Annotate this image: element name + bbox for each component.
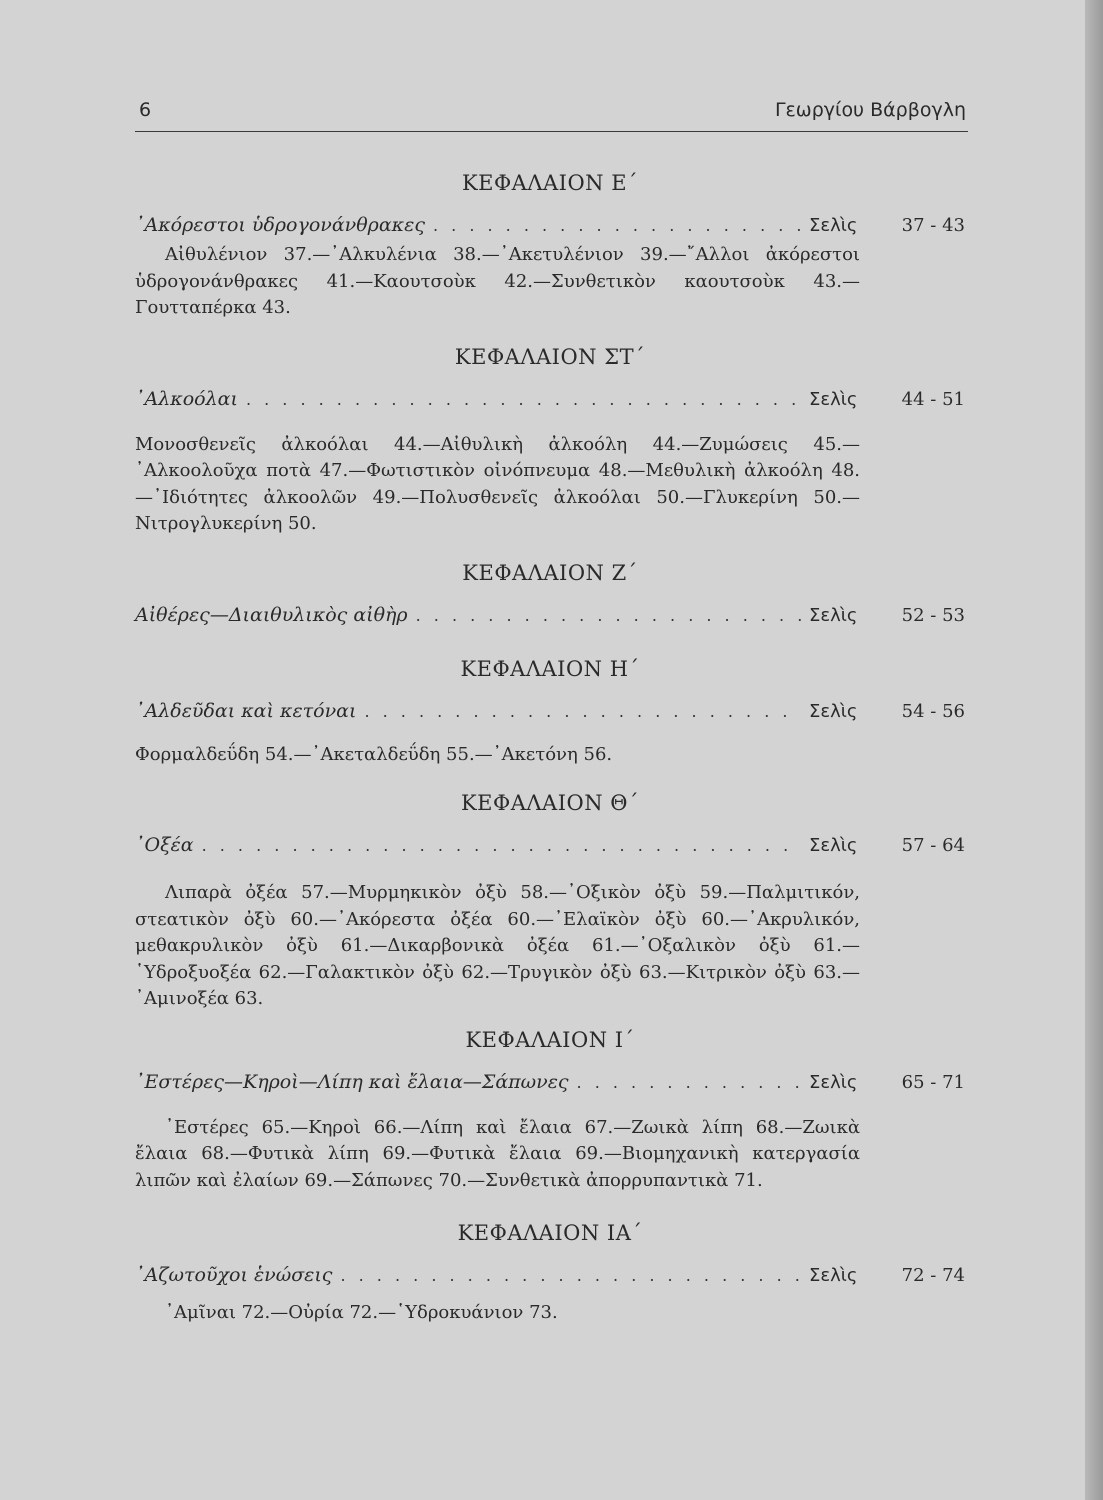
chapter-ia xyxy=(135,1220,965,1327)
toc-topic: ᾿Εστέρες—Κηροὶ—Λίπη καὶ ἔλαια—Σάπωνες xyxy=(135,1070,569,1093)
toc-entry xyxy=(135,1071,965,1099)
dot-leader xyxy=(433,216,801,235)
chapter-description: ᾿Εστέρες 65.—Κηροὶ 66.—Λίπη καὶ ἔλαια 67.—Ζωικὰ λίπη 68.—Ζωικὰ ἔλαια 68.—Φυτικὰ λίπη 69.—Φυτικὰ ἔλαια 69.—Βιομηχανικὴ κατεργασία λιπῶν καὶ ἐλαίων 69.—Σάπωνες 70.—Συνθετικὰ ἀπορρυπαντικὰ 71. xyxy=(135,1116,860,1191)
dot-leader xyxy=(364,702,801,721)
toc-entry xyxy=(135,834,965,862)
page-word: Σελὶς xyxy=(809,215,858,236)
chapter-title: ΚΕΦΑΛΑΙΟΝ ΙΑ΄ xyxy=(457,1221,643,1245)
dot-leader xyxy=(577,1073,801,1092)
chapter-description: Αἰθυλένιον 37.—᾿Αλκυλένια 38.—᾿Ακετυλένιον 39.—῎Αλλοι ἀκόρεστοι ὑδρογονάνθρακες 41.—Καουτσοὺκ 42.—Συνθετικὸν καουτσοὺκ 43.—Γουτταπέρκα 43. xyxy=(135,244,860,318)
page-range: 37 - 43 xyxy=(901,215,965,236)
toc-topic: ᾿Οξέα xyxy=(135,834,194,856)
running-head: Γεωργίου Βάρβογλη xyxy=(774,99,966,121)
page-word: Σελὶς xyxy=(809,835,858,856)
toc-topic: ᾿Αλδεῦδαι καὶ κετόναι xyxy=(135,699,357,722)
toc-entry xyxy=(135,388,965,416)
dot-leader xyxy=(246,390,801,409)
chapter-title: ΚΕΦΑΛΑΙΟΝ Ζ΄ xyxy=(462,560,638,585)
page-word: Σελὶς xyxy=(809,700,858,722)
chapter-st xyxy=(135,344,965,538)
page-range: 72 - 74 xyxy=(901,1265,965,1286)
dot-leader xyxy=(202,836,801,855)
chapter-title: ΚΕΦΑΛΑΙΟΝ ΣΤ΄ xyxy=(454,344,646,369)
chapter-i xyxy=(135,1027,965,1195)
page-header xyxy=(135,95,968,132)
chapter-z xyxy=(135,560,965,632)
chapter-description: Μονοσθενεῖς ἀλκοόλαι 44.—Αἰθυλικὴ ἀλκοόλη 44.—Ζυμώσεις 45.—᾿Αλκοολοῦχα ποτὰ 47.—Φωτιστικὸν οἰνόπνευμα 48.—Μεθυλικὴ ἀλκοόλη 48.—᾿Ιδιότητες ἀλκοολῶν 49.—Πολυσθενεῖς ἀλκοόλαι 50.—Γλυκερίνη 50.—Νιτρογλυκερίνη 50. xyxy=(135,433,860,534)
chapter-description: Λιπαρὰ ὀξέα 57.—Μυρμηκικὸν ὀξὺ 58.—᾿Οξικὸν ὀξὺ 59.—Παλμιτικόν, στεατικὸν ὀξὺ 60.—᾿Ακόρεστα ὀξέα 60.—᾿Ελαϊκὸν ὀξὺ 60.—᾿Ακρυλικόν, μεθακρυλικὸν ὀξὺ 61.—Δικαρβονικὰ ὀξέα 61.—᾿Οξαλικὸν ὀξὺ 61.—῾Υδροξυοξέα 62.—Γαλακτικὸν ὀξὺ 62.—Τρυγικὸν ὀξὺ 63.—Κιτρικὸν ὀξὺ 63.—᾿Αμινοξέα 63. xyxy=(135,882,860,1009)
chapter-h xyxy=(135,656,965,769)
toc-entry xyxy=(135,214,965,242)
page-word: Σελὶς xyxy=(809,388,858,410)
toc-entry xyxy=(135,700,965,728)
toc-topic: ᾿Ακόρεστοι ὑδρογονάνθρακες xyxy=(135,214,425,236)
page-range: 52 - 53 xyxy=(901,604,965,626)
toc-entry xyxy=(135,1264,965,1292)
page-range: 54 - 56 xyxy=(901,700,965,722)
page-range: 57 - 64 xyxy=(901,835,965,856)
page-word: Σελὶς xyxy=(809,1265,858,1286)
chapter-title: ΚΕΦΑΛΑΙΟΝ Η΄ xyxy=(460,656,640,681)
page-range: 44 - 51 xyxy=(901,388,965,410)
table-of-contents xyxy=(135,170,965,1327)
page-number: 6 xyxy=(139,99,152,121)
dot-leader xyxy=(416,606,801,625)
chapter-description: ᾿Αμῖναι 72.—Οὐρία 72.—῾Υδροκυάνιον 73. xyxy=(165,1302,558,1323)
toc-entry xyxy=(135,604,965,632)
chapter-description: Φορμαλδεΰδη 54.—᾿Ακεταλδεΰδη 55.—᾿Ακετόνη 56. xyxy=(135,743,613,765)
chapter-title: ΚΕΦΑΛΑΙΟΝ Ι΄ xyxy=(465,1027,635,1052)
chapter-th xyxy=(135,790,965,1013)
page-word: Σελὶς xyxy=(809,1071,858,1093)
toc-topic: Αἰθέρες—Διαιθυλικὸς αἰθὴρ xyxy=(135,603,408,626)
toc-topic: ᾿Αλκοόλαι xyxy=(135,387,238,410)
chapter-title: ΚΕΦΑΛΑΙΟΝ Θ΄ xyxy=(460,791,639,815)
page-edge-shadow xyxy=(1085,0,1103,1500)
toc-topic: ᾿Αζωτοῦχοι ἑνώσεις xyxy=(135,1264,333,1286)
dot-leader xyxy=(340,1266,801,1285)
page-range: 65 - 71 xyxy=(901,1071,965,1093)
chapter-e xyxy=(135,170,965,322)
chapter-title: ΚΕΦΑΛΑΙΟΝ Ε΄ xyxy=(461,171,639,195)
page-word: Σελὶς xyxy=(809,604,858,626)
